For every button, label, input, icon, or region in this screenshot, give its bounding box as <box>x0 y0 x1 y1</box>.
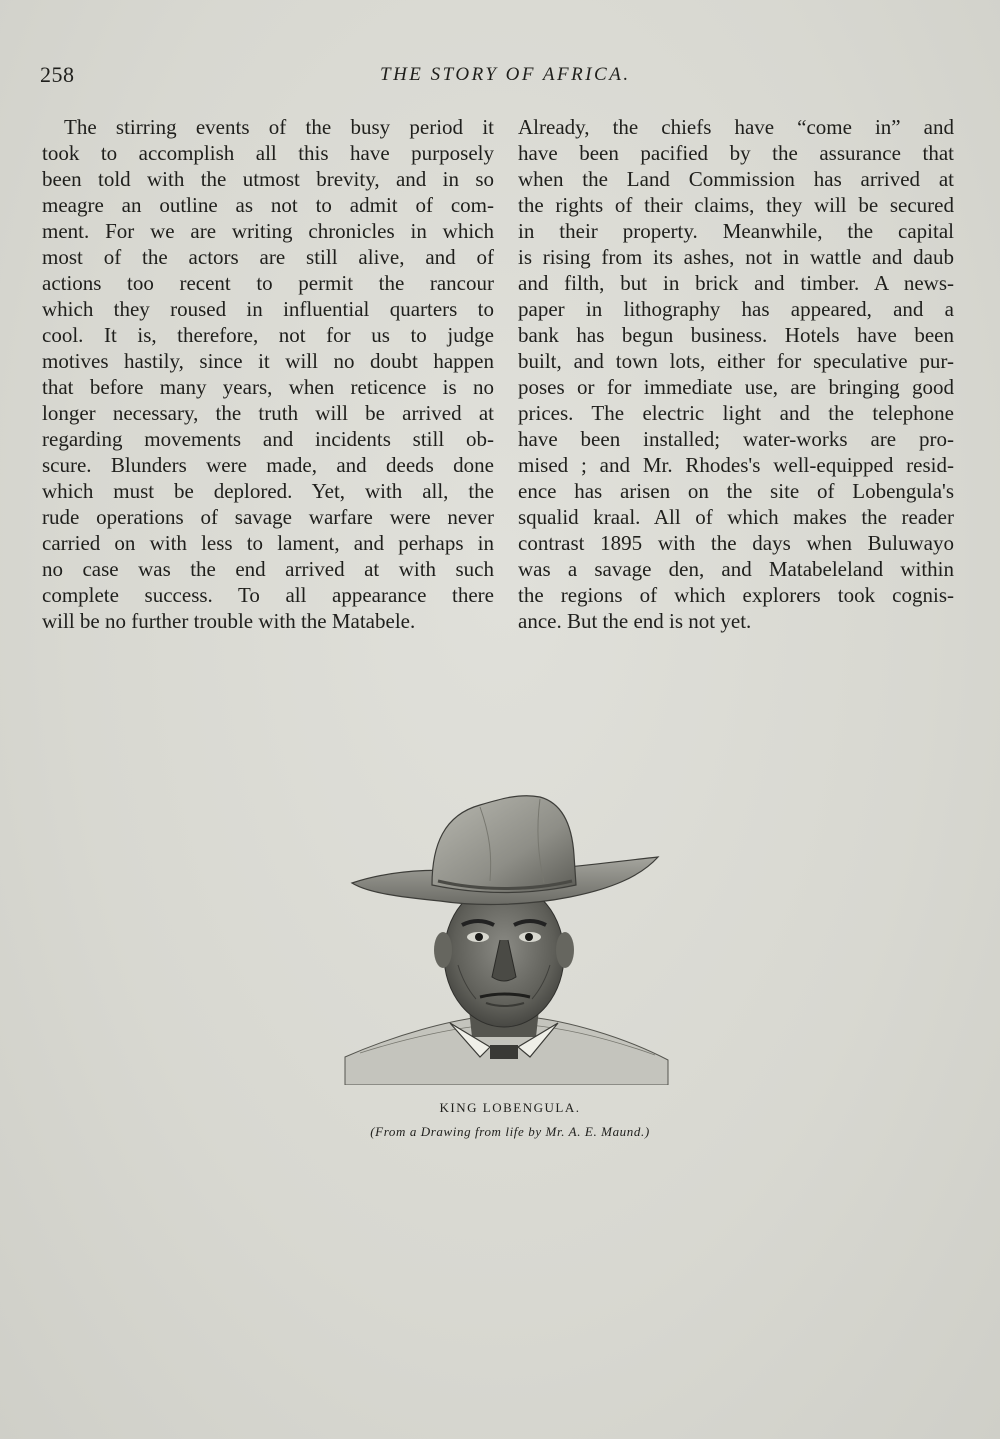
text-line: actions too recent to permit the rancour <box>42 271 494 295</box>
text-line: is rising from its ashes, not in wattle and daub <box>518 245 954 269</box>
text-line: complete success. To all appearance there <box>42 583 494 607</box>
text-line: will be no further trouble with the Matabele. <box>42 609 416 633</box>
text-line: in their property. Meanwhile, the capital <box>518 219 954 243</box>
text-line: meagre an outline as not to admit of com- <box>42 193 494 217</box>
text-line: paper in lithography has appeared, and a <box>518 297 954 321</box>
text-line: have been installed; water-works are pro- <box>518 427 954 451</box>
right-column <box>518 114 954 634</box>
text-line: which must be deplored. Yet, with all, the <box>42 479 494 503</box>
text-line: longer necessary, the truth will be arrived at <box>42 401 494 425</box>
hat-shape <box>352 796 658 905</box>
text-line: cool. It is, therefore, not for us to judge <box>42 323 494 347</box>
text-line: which they roused in influential quarters to <box>42 297 494 321</box>
portrait-illustration <box>340 785 670 1085</box>
text-line: the regions of which explorers took cognis- <box>518 583 954 607</box>
text-line: scure. Blunders were made, and deeds done <box>42 453 494 477</box>
text-line: mised ; and Mr. Rhodes's well-equipped resid- <box>518 453 954 477</box>
text-line: that before many years, when reticence is no <box>42 375 494 399</box>
text-line: motives hastily, since it will no doubt happen <box>42 349 494 373</box>
running-title: THE STORY OF AFRICA. <box>380 64 631 85</box>
text-line: and filth, but in brick and timber. A news- <box>518 271 954 295</box>
figure-caption: KING LOBENGULA. <box>439 1100 581 1115</box>
text-line: was a savage den, and Matabeleland within <box>518 557 954 581</box>
text-line: contrast 1895 with the days when Buluwayo <box>518 531 954 555</box>
text-line: carried on with less to lament, and perhaps in <box>42 531 494 555</box>
text-line: poses or for immediate use, are bringing good <box>518 375 954 399</box>
text-line: squalid kraal. All of which makes the reader <box>518 505 954 529</box>
text-line: no case was the end arrived at with such <box>42 557 494 581</box>
figure-credit: (From a Drawing from life by Mr. A. E. Maund.) <box>370 1124 650 1139</box>
text-line: when the Land Commission has arrived at <box>518 167 954 191</box>
text-line: built, and town lots, either for speculative pur- <box>518 349 954 373</box>
text-line: prices. The electric light and the telephone <box>518 401 954 425</box>
text-line: regarding movements and incidents still ob- <box>42 427 494 451</box>
text-line: ance. But the end is not yet. <box>518 609 752 633</box>
text-line: ment. For we are writing chronicles in which <box>42 219 494 243</box>
text-line: have been pacified by the assurance that <box>518 141 954 165</box>
text-line: the rights of their claims, they will be secured <box>518 193 954 217</box>
text-line: rude operations of savage warfare were never <box>42 505 494 529</box>
text-line: bank has begun business. Hotels have been <box>518 323 954 347</box>
text-line: ence has arisen on the site of Lobengula's <box>518 479 954 503</box>
running-head <box>40 62 960 92</box>
page-number: 258 <box>40 62 75 87</box>
text-line: The stirring events of the busy period it <box>64 115 494 139</box>
text-line: took to accomplish all this have purposely <box>42 141 494 165</box>
text-line: Already, the chiefs have “come in” and <box>518 115 954 139</box>
text-line: been told with the utmost brevity, and in so <box>42 167 494 191</box>
text-line: most of the actors are still alive, and of <box>42 245 494 269</box>
left-column <box>42 114 494 634</box>
